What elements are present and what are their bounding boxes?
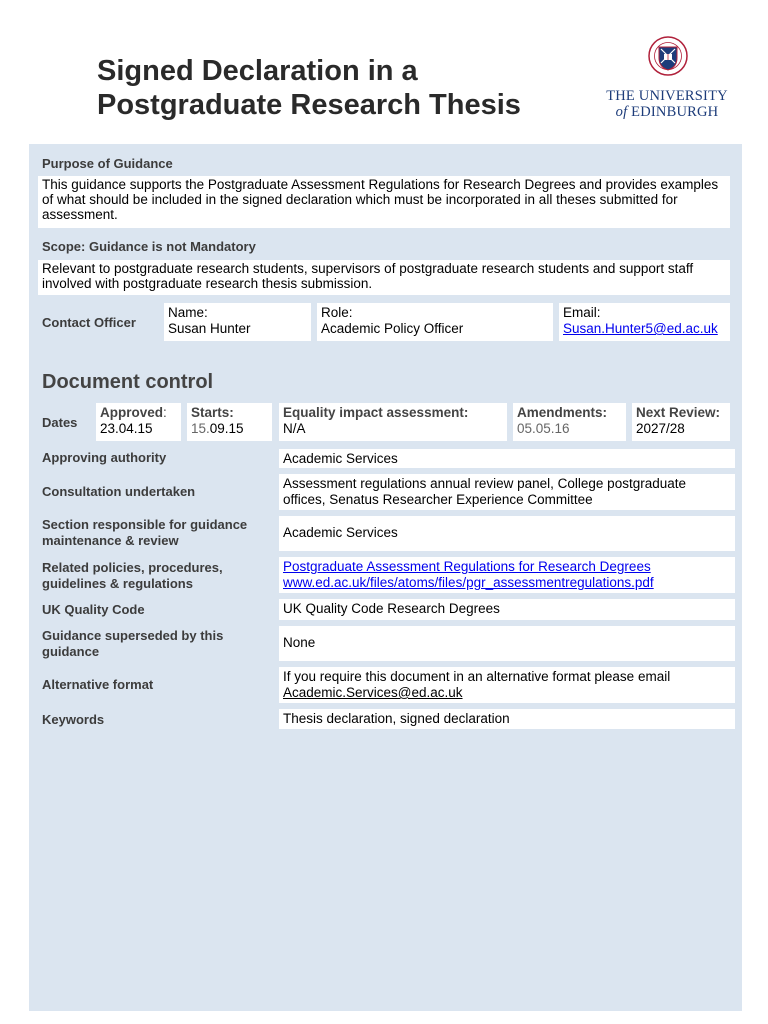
alternative-format-text: If you require this document in an alternative format please email bbox=[283, 669, 671, 684]
logo-line-1: THE UNIVERSITY bbox=[606, 88, 728, 104]
dates-label: Dates bbox=[42, 415, 78, 430]
document-title bbox=[97, 54, 577, 122]
guidance-panel bbox=[29, 144, 742, 1011]
uk-quality-code-label: UK Quality Code bbox=[42, 602, 145, 617]
purpose-text: This guidance supports the Postgraduate Assessment Regulations for Research Degrees and provides examples of what should be included in the signed declaration which must be incorporated in all theses submitted for assessment. bbox=[38, 176, 730, 228]
next-review-cell bbox=[632, 403, 730, 441]
approved-cell bbox=[96, 403, 181, 441]
equality-cell bbox=[279, 403, 507, 441]
contact-email-link[interactable]: Susan.Hunter5@ed.ac.uk bbox=[563, 321, 718, 336]
consultation-label: Consultation undertaken bbox=[42, 484, 196, 499]
academic-services-email-link[interactable]: Academic.Services@ed.ac.uk bbox=[283, 685, 463, 700]
uk-quality-code-value: UK Quality Code Research Degrees bbox=[279, 599, 735, 620]
approved-header bbox=[100, 405, 177, 421]
consultation-value: Assessment regulations annual review panel, College postgraduate offices, Senatus Researcher Experience Committee bbox=[279, 474, 735, 510]
purpose-label: Purpose of Guidance bbox=[42, 156, 173, 171]
superseded-value: None bbox=[279, 626, 735, 661]
title-line-2: Postgraduate Research Thesis bbox=[97, 89, 521, 121]
approved-colon: : bbox=[163, 405, 167, 420]
approved-date: 23.04.15 bbox=[100, 421, 153, 436]
logo-of: of bbox=[615, 104, 628, 120]
pgr-regulations-url-link[interactable]: www.ed.ac.uk/files/atoms/files/pgr_assessmentregulations.pdf bbox=[283, 575, 654, 590]
contact-officer-label: Contact Officer bbox=[42, 315, 136, 330]
approved-label: Approved bbox=[100, 405, 164, 420]
amendments-date: 05.05.16 bbox=[517, 421, 570, 436]
title-line-1: Signed Declaration in a bbox=[97, 55, 418, 87]
amendments-cell bbox=[513, 403, 626, 441]
scope-label: Scope: Guidance is not Mandatory bbox=[42, 239, 256, 254]
alternative-format-label: Alternative format bbox=[42, 677, 154, 692]
next-review-label: Next Review: bbox=[636, 405, 721, 420]
contact-role-label: Role: bbox=[321, 305, 353, 320]
contact-email-label: Email: bbox=[563, 305, 601, 320]
section-responsible-value: Academic Services bbox=[279, 516, 735, 551]
equality-label: Equality impact assessment: bbox=[283, 405, 469, 420]
contact-role-cell bbox=[317, 303, 553, 341]
starts-label: Starts: bbox=[191, 405, 234, 420]
approving-authority-value: Academic Services bbox=[279, 449, 735, 468]
related-policies-value bbox=[279, 557, 735, 593]
starts-day: 15. bbox=[191, 421, 210, 436]
amendments-label: Amendments: bbox=[517, 405, 608, 420]
approving-authority-label: Approving authority bbox=[42, 450, 167, 465]
contact-email-cell bbox=[559, 303, 730, 341]
pgr-regulations-link[interactable]: Postgraduate Assessment Regulations for Research Degrees bbox=[283, 559, 651, 574]
university-logo bbox=[600, 36, 734, 126]
related-policies-label: Related policies, procedures, guidelines & regulations bbox=[42, 560, 223, 591]
logo-wordmark bbox=[600, 88, 734, 120]
next-review-value: 2027/28 bbox=[636, 421, 685, 436]
equality-value: N/A bbox=[283, 421, 306, 436]
alternative-format-value bbox=[279, 667, 735, 703]
section-responsible-label: Section responsible for guidance maintenance & review bbox=[42, 517, 248, 548]
scope-text: Relevant to postgraduate research students, supervisors of postgraduate research students and support staff involved with postgraduate research thesis submission. bbox=[38, 260, 730, 295]
contact-name-cell bbox=[164, 303, 311, 341]
contact-name-label: Name: bbox=[168, 305, 208, 320]
keywords-value: Thesis declaration, signed declaration bbox=[279, 709, 735, 729]
starts-cell bbox=[187, 403, 272, 441]
starts-date: 09.15 bbox=[209, 421, 244, 436]
contact-name: Susan Hunter bbox=[168, 321, 251, 336]
university-crest-icon bbox=[648, 36, 688, 82]
keywords-label: Keywords bbox=[42, 712, 105, 727]
logo-line-2 bbox=[600, 104, 734, 120]
superseded-label: Guidance superseded by this guidance bbox=[42, 628, 224, 659]
document-control-heading: Document control bbox=[42, 371, 214, 393]
logo-edinburgh: EDINBURGH bbox=[631, 104, 719, 120]
contact-role: Academic Policy Officer bbox=[321, 321, 464, 336]
